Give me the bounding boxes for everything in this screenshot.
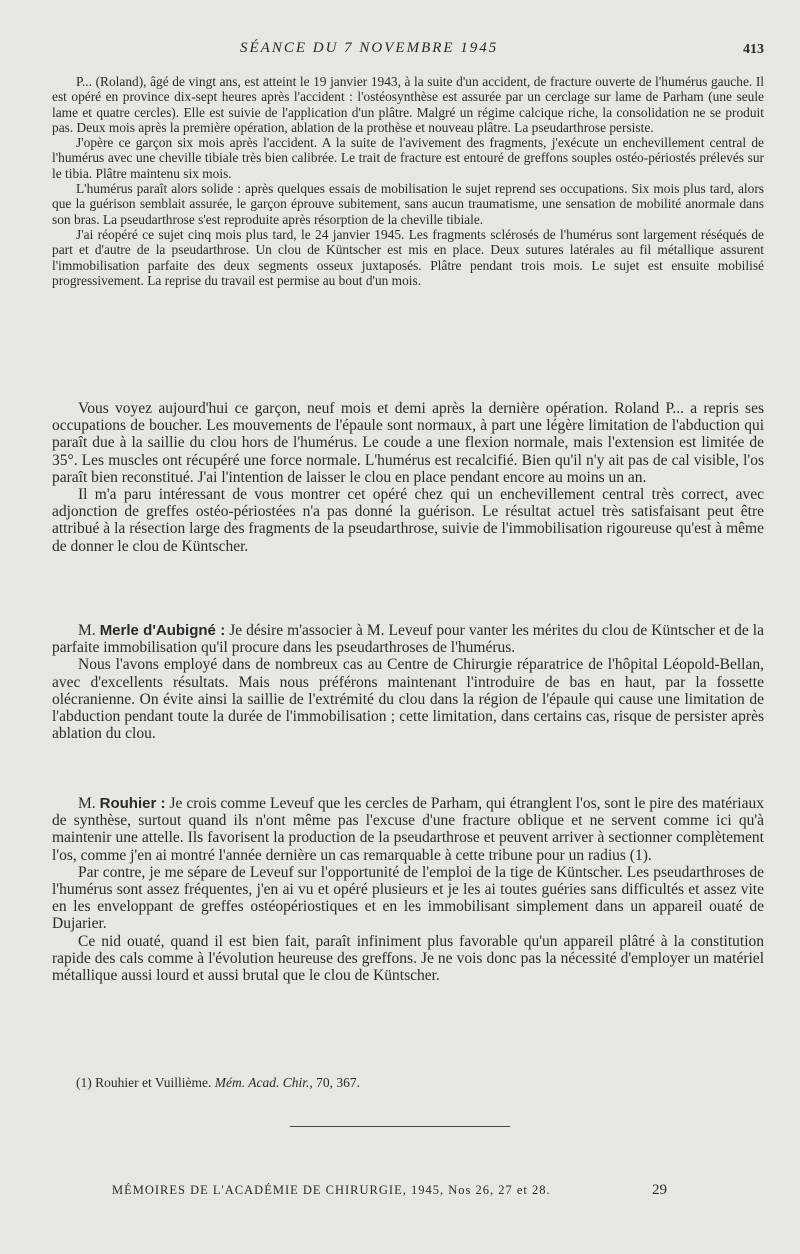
merle-intervention xyxy=(52,622,764,742)
discussion-text xyxy=(52,400,764,555)
case-paragraph: J'ai réopéré ce sujet cinq mois plus tard, le 24 janvier 1945. Les fragments sclérosés de l'humérus sont largement réséqués de part et d'autre de la pseudarthrose. Un clou de Küntscher est mis en place. Deux sutures latérales au fil métallique assurent l'immobilisation parfaite des deux segments osseux juxtaposés. Plâtre pendant trois mois. Le sujet est ensuite mobilisé progressivement. La reprise du travail est permise au bout d'un mois. xyxy=(52,226,764,288)
case-report xyxy=(52,74,764,288)
rouhier-paragraph xyxy=(52,795,764,864)
case-paragraph: P... (Roland), âgé de vingt ans, est atteint le 19 janvier 1943, à la suite d'un accident, de fracture ouverte de l'humérus gauche. Il est opéré en province dix-sept heures après l'accident : l'ostéosynthèse est assurée par un cerclage sur lame de Parham (une seule lame et quatre cercles). Elle est suivie de l'application d'un plâtre. Malgré un régime calcique riche, la consolidation ne se produit pas. Deux mois après la première opération, ablation de la prothèse et nouveau plâtre. La pseudarthrose persiste. xyxy=(52,74,764,135)
footnote-journal: Mém. Acad. Chir., xyxy=(214,1075,313,1090)
running-title: SÉANCE DU 7 NOVEMBRE 1945 xyxy=(240,40,499,56)
speaker-prefix: M. xyxy=(78,622,96,639)
footnote-authors: Rouhier et Vuillième. xyxy=(95,1075,212,1090)
merle-paragraph: Nous l'avons employé dans de nombreux cas au Centre de Chirurgie réparatrice de l'hôpital Léopold-Bellan, avec d'excellents résultats. Mais nous préférons maintenant l'introduire de bas en haut, par la fossette olécranienne. On évite ainsi la saillie de l'extrémité du clou dans la région de l'épaule qui cause une limitation de l'abduction pendant toute la durée de l'immobilisation ; cette limitation, dans certains cas, risque de persister après ablation du clou. xyxy=(52,656,764,743)
footnote xyxy=(76,1075,776,1091)
merle-paragraph xyxy=(52,622,764,656)
discussion-paragraph: Vous voyez aujourd'hui ce garçon, neuf mois et demi après la dernière opération. Roland P... a repris ses occupations de boucher. Les mouvements de l'épaule sont normaux, à part une légère limitation de l'abduction qui paraît due à la saillie du clou hors de l'humérus. Le coude a une flexion normale, mais l'extension est limitée de 35°. Les muscles ont récupéré une force normale. L'humérus est recalcifié. Bien qu'il n'y ait pas de cal visible, l'os paraît bien reconstitué. J'ai l'intention de laisser le clou en place pendant encore au moins un an. xyxy=(52,400,764,486)
journal-footer: MÉMOIRES DE L'ACADÉMIE DE CHIRURGIE, 1945, Nos 26, 27 et 28. xyxy=(112,1183,551,1197)
rouhier-paragraph: Ce nid ouaté, quand il est bien fait, paraît infiniment plus favorable qu'un appareil plâtré à la constitution rapide des cals comme à l'évolution heureuse des greffons. Je ne vois donc pas la nécessité d'employer un matériel métallique aussi lourd et aussi brutal que le clou de Küntscher. xyxy=(52,932,764,985)
rouhier-paragraph: Par contre, je me sépare de Leveuf sur l'opportunité de l'emploi de la tige de Küntscher. Les pseudarthroses de l'humérus sont assez fréquentes, j'en ai vu et opéré plusieurs et je les ai toutes guéries sans difficultés et assez vite en les enveloppant de greffes ostéopériostiques et en les immobilisant simplement dans un appareil ouaté de Dujarier. xyxy=(52,863,764,933)
separator-rule xyxy=(290,1126,510,1127)
page-header xyxy=(0,40,800,64)
footer-page-number: 29 xyxy=(652,1182,667,1198)
footnote-marker: (1) xyxy=(76,1075,92,1090)
rouhier-intervention xyxy=(52,795,764,984)
case-paragraph: L'humérus paraît alors solide : après quelques essais de mobilisation le sujet reprend ses occupations. Six mois plus tard, alors que la guérison semblait assurée, le garçon éprouve subitement, sans aucun traumatisme, une sensation de mobilité anormale dans son bras. La pseudarthrose s'est reproduite après résorption de la cheville tibiale. xyxy=(52,181,764,227)
merle-text: Je désire m'associer à M. Leveuf pour vanter les mérites du clou de Küntscher et de la parfaite immobilisation qu'il procure dans les pseudarthroses de l'humérus. xyxy=(52,622,764,657)
page-number: 413 xyxy=(743,42,764,57)
footnote-ref: 70, 367. xyxy=(316,1075,361,1090)
speaker-name: Rouhier : xyxy=(99,795,166,812)
rouhier-text: Je crois comme Leveuf que les cercles de Parham, qui étranglent l'os, sont le pire des matériaux de synthèse, surtout quand ils n'ont même pas l'excuse d'une fracture oblique et ne servent comme ici qu'à maintenir une attelle. Ils favorisent la production de la pseudarthrose et peuvent arriver à sectionner complètement l'os, comme j'en ai montré l'année dernière un cas remarquable à cette tribune pour un radius (1). xyxy=(52,795,764,864)
discussion-paragraph: Il m'a paru intéressant de vous montrer cet opéré chez qui un enchevillement central très correct, avec adjonction de greffes ostéo-périostées n'a pas donné la guérison. Le résultat actuel très satisfaisant peut être attribué à la résection large des fragments de la pseudarthrose, suivie de l'immobilisation rigoureuse qu'est à même de donner le clou de Küntscher. xyxy=(52,486,764,555)
speaker-prefix: M. xyxy=(78,795,96,812)
case-paragraph: J'opère ce garçon six mois après l'accident. A la suite de l'avivement des fragments, j'exécute un enchevillement central de l'humérus avec une cheville tibiale très bien calibrée. Le trait de fracture est entouré de greffons souples ostéo-périostés prélevés sur le tibia. Plâtre maintenu six mois. xyxy=(52,135,764,181)
speaker-name: Merle d'Aubigné : xyxy=(99,622,226,639)
